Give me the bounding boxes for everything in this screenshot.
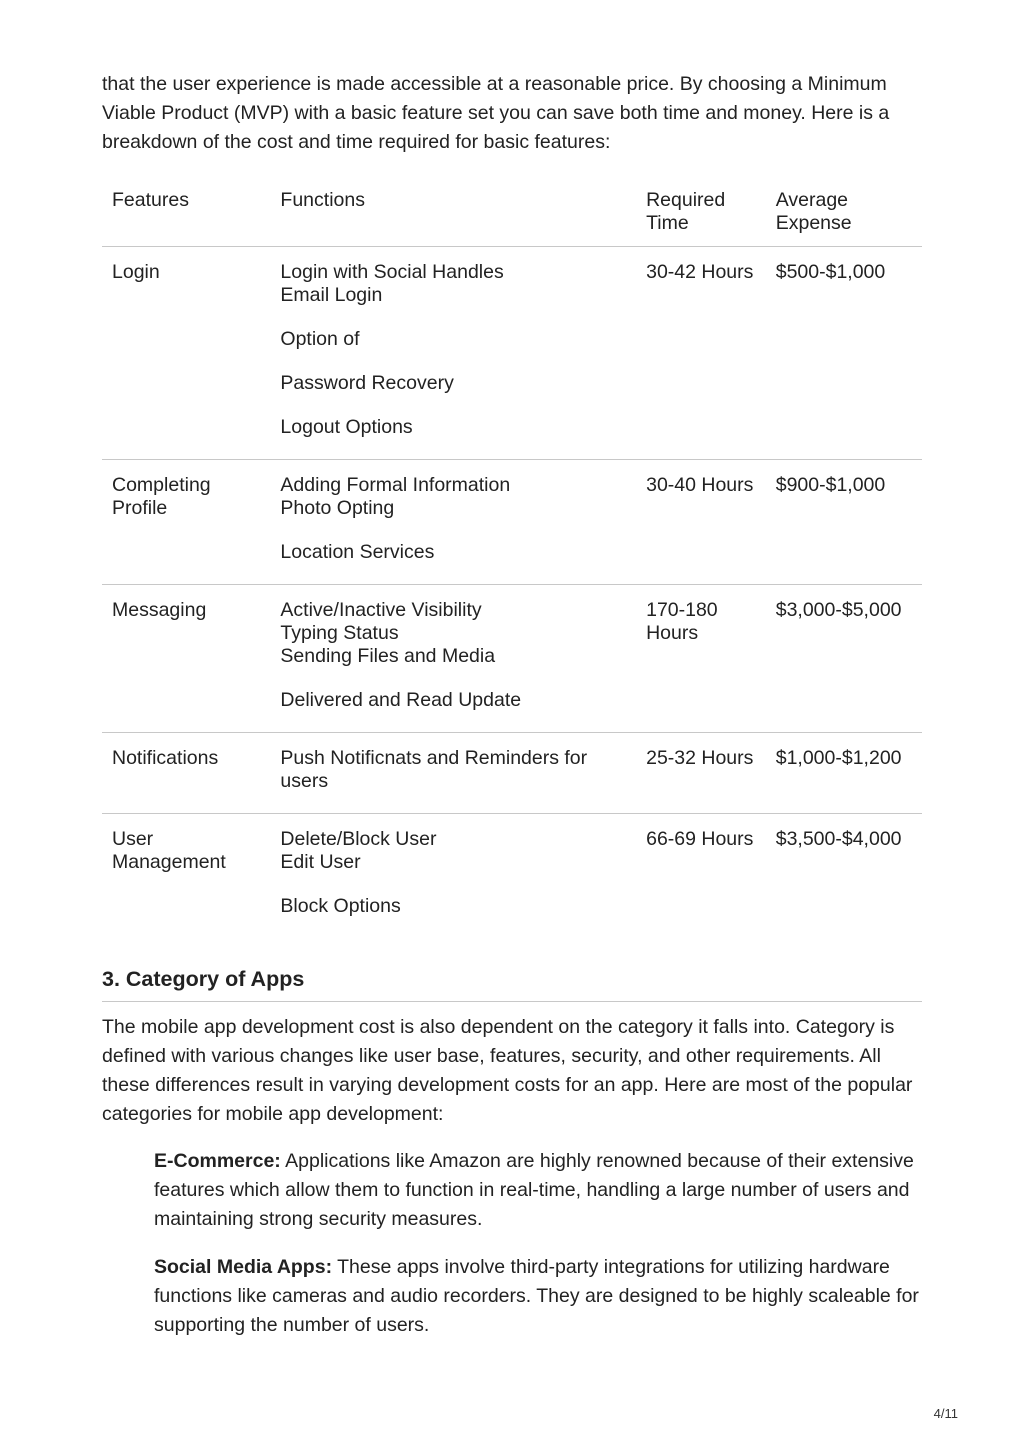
function-group bbox=[280, 828, 626, 874]
section-paragraph: The mobile app development cost is also dependent on the category it falls into. Category is defined with various changes like user base, features, security, and other requirements. All these differences result in varying development costs for an app. Here are most of the popular categories for mobile app development: bbox=[102, 1016, 913, 1125]
function-item: Typing Status bbox=[280, 622, 399, 644]
average-expense-cell: $900-$1,000 bbox=[775, 474, 886, 496]
table-header-row bbox=[102, 182, 922, 247]
function-group bbox=[280, 261, 626, 307]
functions-cell bbox=[270, 814, 636, 939]
average-expense-cell: $3,500-$4,000 bbox=[775, 828, 902, 850]
category-item-social-media bbox=[154, 1253, 922, 1340]
features-table bbox=[102, 182, 922, 938]
feature-cell: Completing Profile bbox=[112, 474, 211, 519]
average-expense-cell: $3,000-$5,000 bbox=[775, 599, 902, 621]
function-item: Location Services bbox=[280, 541, 435, 563]
table-row bbox=[102, 460, 922, 585]
function-item: Photo Opting bbox=[280, 497, 395, 519]
document-page bbox=[102, 70, 922, 1340]
intro-paragraph: that the user experience is made accessible at a reasonable price. By choosing a Minimum Viable Product (MVP) with a basic feature set you can save both time and money. Here is a breakdown of the cost and time required for basic features: bbox=[102, 73, 890, 153]
functions-cell bbox=[270, 585, 636, 733]
function-item: Adding Formal Information bbox=[280, 474, 511, 496]
header-functions: Functions bbox=[280, 189, 365, 211]
header-features: Features bbox=[112, 189, 189, 211]
table-row bbox=[102, 247, 922, 460]
function-item: Delivered and Read Update bbox=[280, 689, 522, 711]
function-group bbox=[280, 541, 626, 564]
feature-cell: Notifications bbox=[112, 747, 219, 769]
feature-cell: Messaging bbox=[112, 599, 207, 621]
functions-cell bbox=[270, 247, 636, 460]
function-group bbox=[280, 474, 626, 520]
category-term: Social Media Apps: bbox=[154, 1256, 333, 1278]
function-item: Option of bbox=[280, 328, 360, 350]
function-item: Email Login bbox=[280, 284, 383, 306]
feature-cell: Login bbox=[112, 261, 160, 283]
feature-cell: User Management bbox=[112, 828, 226, 873]
function-item: Block Options bbox=[280, 895, 401, 917]
required-time-cell: 25-32 Hours bbox=[646, 747, 754, 769]
header-average-expense: Average Expense bbox=[775, 189, 852, 234]
table-row bbox=[102, 733, 922, 814]
page-number: 4/11 bbox=[933, 1406, 958, 1421]
function-item: Edit User bbox=[280, 851, 361, 873]
required-time-cell: 30-42 Hours bbox=[646, 261, 754, 283]
functions-cell bbox=[270, 733, 636, 814]
function-item: Logout Options bbox=[280, 416, 413, 438]
table-row bbox=[102, 585, 922, 733]
functions-cell bbox=[270, 460, 636, 585]
function-item: Sending Files and Media bbox=[280, 645, 496, 667]
category-term: E-Commerce: bbox=[154, 1150, 281, 1172]
average-expense-cell: $1,000-$1,200 bbox=[775, 747, 902, 769]
required-time-cell: 66-69 Hours bbox=[646, 828, 754, 850]
function-item: Push Notificnats and Reminders for users bbox=[280, 747, 588, 792]
function-group bbox=[280, 689, 626, 712]
section-heading: 3. Category of Apps bbox=[102, 966, 922, 1002]
function-group bbox=[280, 416, 626, 439]
function-item: Active/Inactive Visibility bbox=[280, 599, 482, 621]
required-time-cell: 30-40 Hours bbox=[646, 474, 754, 496]
function-item: Delete/Block User bbox=[280, 828, 437, 850]
table-row bbox=[102, 814, 922, 939]
function-group bbox=[280, 895, 626, 918]
category-item-ecommerce bbox=[154, 1147, 922, 1234]
average-expense-cell: $500-$1,000 bbox=[775, 261, 886, 283]
table-body bbox=[102, 247, 922, 939]
function-group bbox=[280, 747, 626, 793]
required-time-cell: 170-180 Hours bbox=[646, 599, 718, 644]
header-required-time: Required Time bbox=[646, 189, 726, 234]
function-group bbox=[280, 328, 626, 351]
function-item: Login with Social Handles bbox=[280, 261, 504, 283]
function-group bbox=[280, 599, 626, 668]
function-item: Password Recovery bbox=[280, 372, 454, 394]
function-group bbox=[280, 372, 626, 395]
category-text: Applications like Amazon are highly renowned because of their extensive features which allow them to function in real-time, handling a large number of users and maintaining strong security measures. bbox=[154, 1150, 914, 1230]
category-text: These apps involve third-party integrations for utilizing hardware functions like cameras and audio recorders. They are designed to be highly scaleable for supporting the number of users. bbox=[154, 1256, 919, 1336]
